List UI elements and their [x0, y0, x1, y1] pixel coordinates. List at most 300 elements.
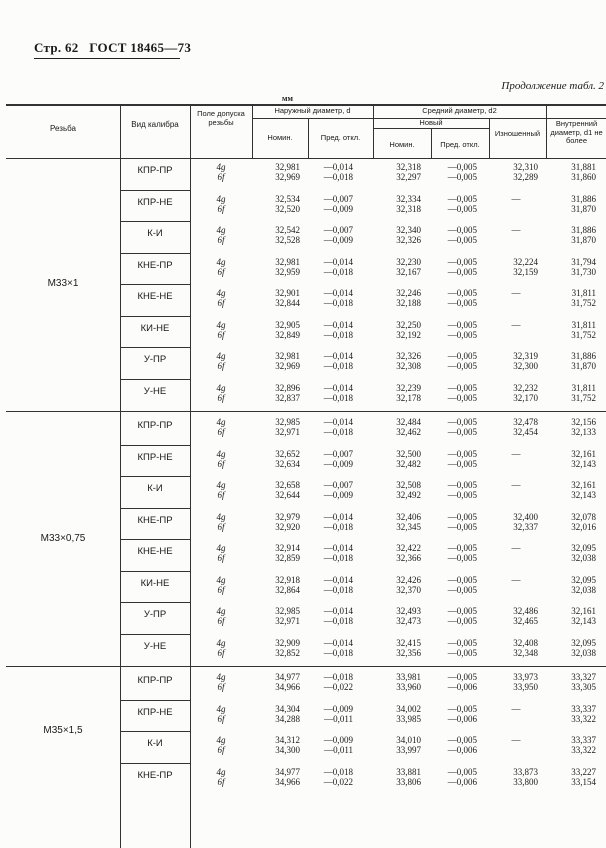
tolerance-field: 6f — [217, 647, 225, 658]
caliber-row-rule — [120, 190, 190, 191]
outer-deviation: —0,022 — [323, 776, 353, 787]
worn-nominal: 33,950 — [513, 682, 538, 692]
mean-deviation: —0,005 — [447, 193, 477, 204]
inner-diameter: 31,794 — [571, 256, 596, 267]
mean-deviation: —0,006 — [447, 682, 477, 692]
inner-diameter: 32,095 — [571, 574, 596, 585]
tolerance-field: 4g — [216, 672, 226, 682]
tolerance-field: 6f — [217, 361, 225, 371]
outer-nominal: 32,534 — [275, 193, 300, 204]
mean-nominal: 32,308 — [396, 361, 421, 371]
mean-nominal: 32,188 — [396, 298, 421, 308]
tolerance-field: 6f — [217, 203, 225, 214]
outer-nominal: 32,918 — [275, 574, 300, 585]
mean-deviation: —0,005 — [447, 490, 477, 500]
mean-deviation: —0,005 — [447, 458, 477, 469]
mean-deviation: —0,005 — [447, 382, 477, 393]
col-new: Новый — [419, 118, 443, 127]
mean-nominal: 33,806 — [396, 776, 421, 787]
col-inner: Внутренний диаметр, d1 не более — [550, 119, 603, 146]
mean-nominal: 32,422 — [396, 543, 421, 553]
outer-deviation: —0,014 — [323, 606, 353, 616]
outer-nominal: 32,901 — [275, 288, 300, 298]
mean-nominal: 33,881 — [396, 766, 421, 777]
worn-nominal: — — [511, 735, 521, 745]
outer-nominal: 32,634 — [275, 458, 300, 469]
col-mean-nominal: Номин. — [389, 140, 415, 149]
mean-nominal: 32,345 — [396, 521, 421, 532]
outer-deviation: —0,011 — [324, 713, 353, 724]
mean-nominal: 32,415 — [396, 637, 421, 648]
standard-number: ГОСТ 18465—73 — [89, 40, 192, 55]
mean-deviation: —0,005 — [447, 606, 477, 616]
outer-deviation: —0,018 — [323, 766, 353, 777]
mean-nominal: 32,426 — [396, 574, 421, 585]
worn-nominal: 32,337 — [513, 521, 538, 532]
outer-nominal: 32,985 — [275, 417, 300, 427]
inner-diameter: 32,143 — [571, 616, 596, 626]
mean-nominal: 32,473 — [396, 616, 421, 626]
inner-diameter: 31,811 — [571, 319, 596, 330]
outer-deviation: —0,007 — [323, 448, 353, 459]
worn-nominal: 32,454 — [513, 427, 538, 437]
worn-nominal: — — [511, 225, 521, 235]
outer-deviation: —0,007 — [323, 193, 353, 204]
caliber-type: КНЕ-ПР — [137, 259, 173, 271]
worn-nominal: 32,232 — [513, 382, 538, 393]
tolerance-field: 6f — [217, 427, 225, 437]
outer-nominal: 32,644 — [275, 490, 300, 500]
caliber-type: КНЕ-ПР — [137, 514, 173, 526]
mean-nominal: 32,366 — [396, 553, 421, 563]
tolerance-field: 6f — [217, 616, 225, 626]
outer-deviation: —0,018 — [323, 521, 353, 532]
worn-nominal: 32,300 — [513, 361, 538, 371]
worn-nominal: 32,486 — [513, 606, 538, 616]
caliber-row-rule — [120, 316, 190, 317]
worn-nominal: 32,408 — [513, 637, 538, 648]
inner-diameter: 32,038 — [571, 647, 596, 658]
mean-deviation: —0,005 — [447, 511, 477, 522]
outer-deviation: —0,018 — [323, 298, 353, 308]
col-mean: Средний диаметр, d2 — [422, 106, 497, 115]
worn-nominal: — — [511, 480, 521, 490]
mean-nominal: 33,985 — [396, 713, 421, 724]
mean-deviation: —0,005 — [447, 448, 477, 459]
caliber-row-rule — [120, 602, 190, 603]
mean-nominal: 32,356 — [396, 647, 421, 658]
inner-diameter: 32,161 — [571, 480, 596, 490]
inner-diameter: 32,143 — [571, 490, 596, 500]
outer-nominal: 34,288 — [275, 713, 300, 724]
outer-nominal: 32,905 — [275, 319, 300, 330]
outer-deviation: —0,009 — [323, 235, 353, 245]
outer-deviation: —0,014 — [323, 319, 353, 330]
inner-diameter: 31,752 — [571, 298, 596, 308]
inner-diameter: 32,133 — [571, 427, 596, 437]
outer-nominal: 34,966 — [275, 776, 300, 787]
caliber-type: КИ-НЕ — [140, 577, 170, 589]
inner-diameter: 32,161 — [571, 448, 596, 459]
inner-diameter: 32,038 — [571, 584, 596, 595]
inner-diameter: 31,811 — [571, 288, 596, 298]
thread-size: М33×0,75 — [40, 533, 86, 544]
outer-nominal: 34,312 — [275, 735, 300, 745]
outer-nominal: 34,304 — [275, 703, 300, 714]
outer-deviation: —0,014 — [323, 637, 353, 648]
outer-nominal: 32,959 — [275, 266, 300, 277]
caliber-type: КНЕ-НЕ — [137, 546, 173, 557]
caliber-row-rule — [120, 634, 190, 635]
worn-nominal: — — [511, 703, 521, 714]
tolerance-field: 4g — [216, 417, 226, 427]
inner-diameter: 31,860 — [571, 172, 596, 182]
mean-nominal: 32,484 — [396, 417, 421, 427]
mean-deviation: —0,005 — [447, 235, 477, 245]
col-thread: Резьба — [50, 124, 76, 133]
outer-deviation: —0,018 — [323, 672, 353, 682]
outer-nominal: 32,971 — [275, 427, 300, 437]
mean-nominal: 32,482 — [396, 458, 421, 469]
worn-nominal: 32,319 — [513, 351, 538, 361]
outer-deviation: —0,009 — [323, 735, 353, 745]
outer-nominal: 34,977 — [275, 672, 300, 682]
tolerance-field: 6f — [217, 490, 225, 500]
mean-deviation: —0,005 — [447, 319, 477, 330]
col-caliber: Вид калибра — [131, 120, 179, 129]
inner-diameter: 31,752 — [571, 329, 596, 340]
mean-deviation: —0,005 — [447, 351, 477, 361]
inner-diameter: 31,886 — [571, 193, 596, 204]
tolerance-field: 4g — [216, 382, 226, 393]
inner-diameter: 32,095 — [571, 543, 596, 553]
outer-deviation: —0,018 — [323, 553, 353, 563]
outer-nominal: 32,971 — [275, 616, 300, 626]
mean-nominal: 32,318 — [396, 162, 421, 172]
mean-deviation: —0,006 — [447, 745, 477, 755]
data-table — [6, 104, 606, 848]
col-mean-deviation: Пред. откл. — [440, 140, 480, 149]
outer-deviation: —0,014 — [323, 162, 353, 172]
inner-diameter: 31,752 — [571, 392, 596, 403]
caliber-type: КПР-ПР — [137, 420, 173, 431]
outer-nominal: 32,969 — [275, 361, 300, 371]
mean-nominal: 32,297 — [396, 172, 421, 182]
mean-nominal: 32,250 — [396, 319, 421, 330]
tolerance-field: 4g — [216, 511, 226, 522]
tolerance-field: 6f — [217, 584, 225, 595]
inner-diameter: 33,322 — [571, 745, 596, 755]
mean-deviation: —0,005 — [447, 553, 477, 563]
tolerance-field: 6f — [217, 521, 225, 532]
caliber-row-rule — [120, 700, 190, 701]
caliber-row-rule — [120, 284, 190, 285]
outer-deviation: —0,014 — [323, 417, 353, 427]
unit-label: мм — [282, 94, 293, 103]
outer-deviation: —0,009 — [323, 458, 353, 469]
caliber-type: КПР-НЕ — [137, 196, 173, 208]
inner-diameter: 33,227 — [571, 766, 596, 777]
mean-deviation: —0,005 — [447, 288, 477, 298]
outer-deviation: —0,014 — [323, 256, 353, 267]
mean-deviation: —0,005 — [447, 584, 477, 595]
inner-diameter: 31,870 — [571, 235, 596, 245]
mean-deviation: —0,005 — [447, 672, 477, 682]
tolerance-field: 6f — [217, 266, 225, 277]
worn-nominal: — — [511, 288, 521, 298]
mean-nominal: 32,462 — [396, 427, 421, 437]
caliber-row-rule — [120, 379, 190, 380]
worn-nominal: 32,159 — [513, 266, 538, 277]
thread-size: М35×1,5 — [43, 725, 83, 736]
outer-deviation: —0,009 — [323, 203, 353, 214]
tolerance-field: 4g — [216, 319, 226, 330]
caliber-row-rule — [120, 347, 190, 348]
caliber-row-rule — [120, 221, 190, 222]
mean-deviation: —0,005 — [447, 392, 477, 403]
inner-diameter: 32,156 — [571, 417, 596, 427]
tolerance-field: 4g — [216, 351, 226, 361]
mean-deviation: —0,006 — [447, 776, 477, 787]
worn-nominal: 32,348 — [513, 647, 538, 658]
worn-nominal: 32,289 — [513, 172, 538, 182]
tolerance-field: 4g — [216, 703, 226, 714]
worn-nominal: 32,310 — [513, 162, 538, 172]
tolerance-field: 4g — [216, 193, 226, 204]
tolerance-field: 6f — [217, 776, 225, 787]
caliber-row-rule — [120, 731, 190, 732]
tolerance-field: 4g — [216, 225, 226, 235]
mean-nominal: 33,997 — [396, 745, 421, 755]
group-rule — [6, 666, 606, 667]
tolerance-field: 6f — [217, 682, 225, 692]
caliber-row-rule — [120, 539, 190, 540]
mean-deviation: —0,005 — [447, 637, 477, 648]
caliber-type: КИ-НЕ — [140, 322, 170, 334]
col-outer-deviation: Пред. откл. — [320, 133, 361, 142]
inner-diameter: 32,078 — [571, 511, 596, 522]
caliber-type: К-И — [147, 738, 163, 749]
mean-deviation: —0,005 — [447, 616, 477, 626]
page-number: Стр. 62 — [34, 40, 79, 55]
mean-deviation: —0,005 — [447, 417, 477, 427]
mean-nominal: 34,010 — [396, 735, 421, 745]
inner-diameter: 32,016 — [571, 521, 596, 532]
tolerance-field: 6f — [217, 745, 225, 755]
worn-nominal: 32,478 — [513, 417, 538, 427]
outer-deviation: —0,018 — [323, 616, 353, 626]
outer-deviation: —0,018 — [323, 584, 353, 595]
mean-deviation: —0,005 — [447, 543, 477, 553]
mean-deviation: —0,005 — [447, 647, 477, 658]
caliber-row-rule — [120, 253, 190, 254]
inner-diameter: 32,095 — [571, 637, 596, 648]
mean-deviation: —0,005 — [447, 427, 477, 437]
outer-nominal: 32,864 — [275, 584, 300, 595]
outer-nominal: 32,849 — [275, 329, 300, 340]
worn-nominal: — — [511, 448, 521, 459]
mean-nominal: 32,500 — [396, 448, 421, 459]
tolerance-field: 4g — [216, 735, 226, 745]
outer-deviation: —0,009 — [323, 490, 353, 500]
col-worn: Изношенный — [494, 129, 541, 138]
inner-diameter: 32,161 — [571, 606, 596, 616]
inner-diameter: 33,154 — [571, 776, 596, 787]
mean-nominal: 32,492 — [396, 490, 421, 500]
mean-nominal: 32,334 — [396, 193, 421, 204]
worn-nominal: 33,873 — [513, 766, 538, 777]
tolerance-field: 6f — [217, 553, 225, 563]
mean-deviation: —0,005 — [447, 203, 477, 214]
outer-deviation: —0,007 — [323, 225, 353, 235]
caliber-type: К-И — [147, 483, 163, 494]
worn-nominal: 32,465 — [513, 616, 538, 626]
outer-deviation: —0,014 — [323, 574, 353, 585]
outer-nominal: 32,981 — [275, 162, 300, 172]
worn-nominal: — — [511, 574, 521, 585]
inner-diameter: 32,038 — [571, 553, 596, 563]
caliber-type: КПР-ПР — [137, 165, 173, 176]
inner-diameter: 31,730 — [571, 266, 596, 277]
caliber-row-rule — [120, 763, 190, 764]
outer-nominal: 32,909 — [275, 637, 300, 648]
tolerance-field: 4g — [216, 637, 226, 648]
outer-nominal: 32,658 — [275, 480, 300, 490]
mean-deviation: —0,005 — [447, 766, 477, 777]
tolerance-field: 6f — [217, 458, 225, 469]
mean-nominal: 32,167 — [396, 266, 421, 277]
caliber-type: КПР-ПР — [137, 675, 173, 686]
outer-deviation: —0,014 — [323, 543, 353, 553]
caliber-type: У-НЕ — [143, 385, 167, 397]
tolerance-field: 4g — [216, 162, 226, 172]
mean-nominal: 32,493 — [396, 606, 421, 616]
outer-nominal: 32,979 — [275, 511, 300, 522]
outer-nominal: 32,520 — [275, 203, 300, 214]
mean-nominal: 32,230 — [396, 256, 421, 267]
mean-deviation: —0,005 — [447, 256, 477, 267]
outer-nominal: 32,981 — [275, 351, 300, 361]
outer-nominal: 32,920 — [275, 521, 300, 532]
caliber-type: У-ПР — [143, 354, 167, 365]
inner-diameter: 33,322 — [571, 713, 596, 724]
inner-diameter: 33,337 — [571, 735, 596, 745]
outer-deviation: —0,018 — [323, 392, 353, 403]
mean-deviation: —0,005 — [447, 574, 477, 585]
tolerance-field: 6f — [217, 172, 225, 182]
inner-diameter: 31,870 — [571, 203, 596, 214]
inner-diameter: 31,886 — [571, 351, 596, 361]
group-rule — [6, 411, 606, 412]
worn-nominal: 32,400 — [513, 511, 538, 522]
tolerance-field: 4g — [216, 574, 226, 585]
tolerance-field: 4g — [216, 448, 226, 459]
worn-nominal: 33,973 — [513, 672, 538, 682]
mean-nominal: 32,326 — [396, 235, 421, 245]
header-bottom-rule — [6, 158, 606, 159]
tolerance-field: 6f — [217, 329, 225, 340]
col-outer-nominal: Номин. — [267, 133, 293, 142]
worn-nominal: 33,800 — [513, 776, 538, 787]
mean-nominal: 34,002 — [396, 703, 421, 714]
caliber-type: У-НЕ — [143, 640, 167, 652]
tolerance-field: 4g — [216, 606, 226, 616]
outer-nominal: 32,859 — [275, 553, 300, 563]
worn-nominal: 32,224 — [513, 256, 538, 267]
mean-nominal: 33,960 — [396, 682, 421, 692]
inner-diameter: 32,143 — [571, 458, 596, 469]
tolerance-field: 4g — [216, 766, 226, 777]
mean-nominal: 32,406 — [396, 511, 421, 522]
outer-nominal: 34,966 — [275, 682, 300, 692]
table-continuation: Продолжение табл. 2 — [501, 80, 604, 92]
caliber-type: КПР-НЕ — [137, 451, 173, 463]
mean-nominal: 33,981 — [396, 672, 421, 682]
outer-nominal: 32,896 — [275, 382, 300, 393]
outer-nominal: 32,844 — [275, 298, 300, 308]
outer-nominal: 32,985 — [275, 606, 300, 616]
worn-nominal: 32,170 — [513, 392, 538, 403]
mean-deviation: —0,005 — [447, 703, 477, 714]
tolerance-field: 4g — [216, 543, 226, 553]
outer-nominal: 34,977 — [275, 766, 300, 777]
mean-deviation: —0,005 — [447, 521, 477, 532]
outer-deviation: —0,011 — [324, 745, 353, 755]
outer-deviation: —0,018 — [323, 427, 353, 437]
caliber-type: У-ПР — [143, 609, 167, 620]
caliber-row-rule — [120, 445, 190, 446]
caliber-type: КПР-НЕ — [137, 706, 173, 718]
outer-deviation: —0,018 — [323, 172, 353, 182]
mean-nominal: 32,508 — [396, 480, 421, 490]
outer-deviation: —0,014 — [323, 288, 353, 298]
outer-nominal: 32,969 — [275, 172, 300, 182]
inner-diameter: 33,305 — [571, 682, 596, 692]
inner-diameter: 31,886 — [571, 225, 596, 235]
mean-deviation: —0,005 — [447, 480, 477, 490]
mean-deviation: —0,005 — [447, 225, 477, 235]
mean-deviation: —0,005 — [447, 329, 477, 340]
worn-nominal: — — [511, 319, 521, 330]
outer-nominal: 32,837 — [275, 392, 300, 403]
outer-nominal: 32,914 — [275, 543, 300, 553]
tolerance-field: 6f — [217, 235, 225, 245]
outer-deviation: —0,018 — [323, 329, 353, 340]
outer-nominal: 32,542 — [275, 225, 300, 235]
outer-deviation: —0,018 — [323, 647, 353, 658]
caliber-type: К-И — [147, 228, 163, 239]
mean-nominal: 32,340 — [396, 225, 421, 235]
inner-diameter: 31,870 — [571, 361, 596, 371]
worn-nominal: — — [511, 193, 521, 204]
mean-deviation: —0,005 — [447, 162, 477, 172]
outer-deviation: —0,014 — [323, 382, 353, 393]
inner-diameter: 33,337 — [571, 703, 596, 714]
inner-diameter: 33,327 — [571, 672, 596, 682]
outer-deviation: —0,014 — [323, 351, 353, 361]
outer-deviation: —0,014 — [323, 511, 353, 522]
outer-deviation: —0,009 — [323, 703, 353, 714]
mean-deviation: —0,005 — [447, 361, 477, 371]
col-outer: Наружный диаметр, d — [274, 106, 351, 115]
caliber-type: КНЕ-ПР — [137, 769, 173, 781]
thread-size: М33×1 — [47, 278, 79, 289]
mean-deviation: —0,006 — [447, 713, 477, 724]
outer-nominal: 34,300 — [275, 745, 300, 755]
tolerance-field: 4g — [216, 288, 226, 298]
outer-deviation: —0,018 — [323, 361, 353, 371]
caliber-row-rule — [120, 476, 190, 477]
